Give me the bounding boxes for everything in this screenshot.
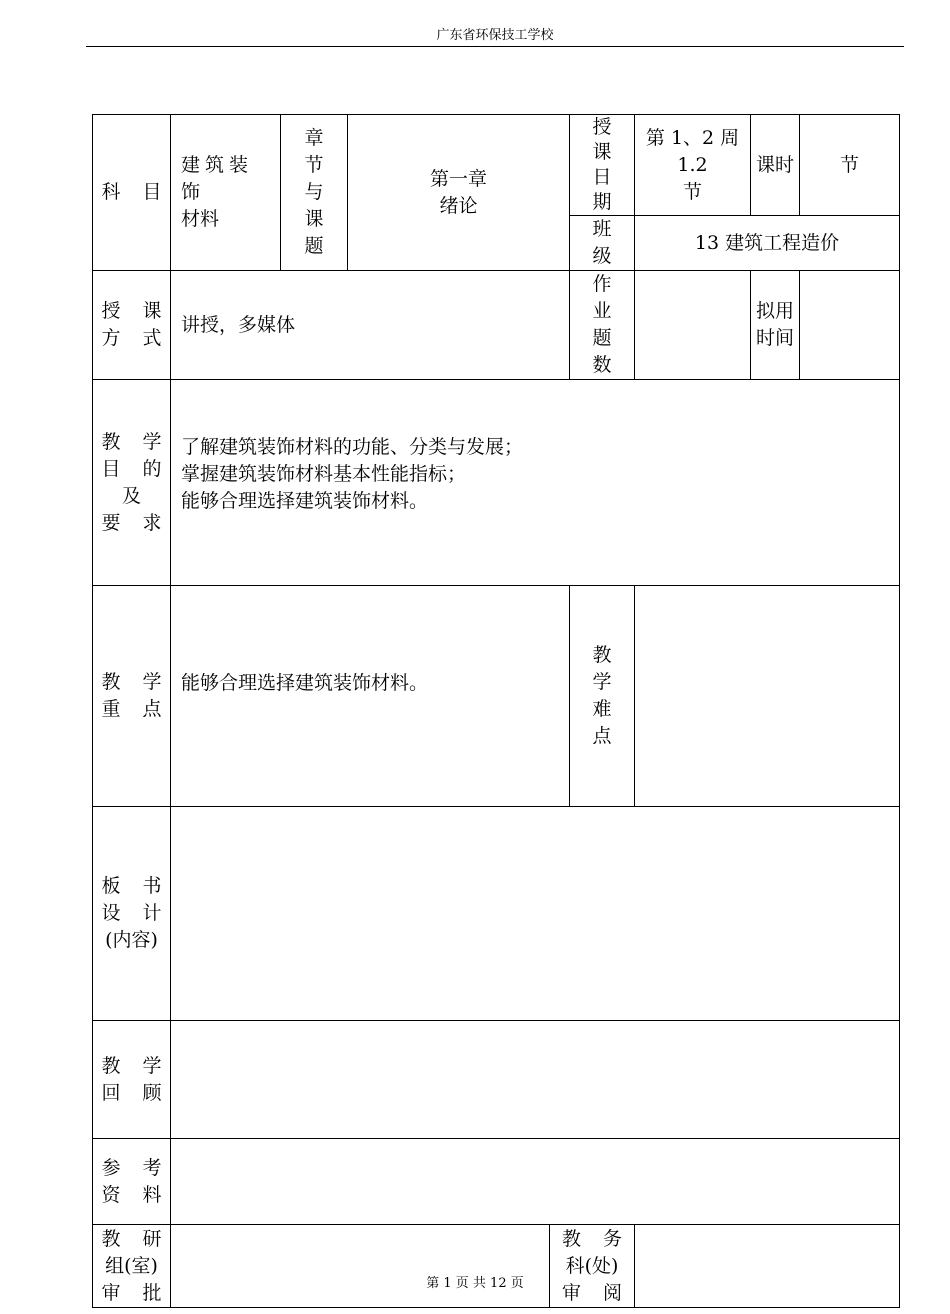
subject-label: 科 目 [93, 115, 171, 271]
hours-label: 课时 [751, 115, 800, 216]
subject-value: 建筑装饰 材料 [171, 115, 281, 271]
reference-label: 参 考 资 料 [93, 1139, 171, 1225]
class-label: 班 级 [570, 216, 635, 271]
planned-time-label: 拟用 时间 [751, 271, 800, 380]
key-points-value: 能够合理选择建筑装饰材料。 [171, 586, 570, 807]
planned-time-value [800, 271, 900, 380]
board-label: 板 书 设 计 (内容) [93, 807, 171, 1021]
method-value: 讲授，多媒体 [171, 271, 570, 380]
key-points-label: 教 学 重 点 [93, 586, 171, 807]
date-value: 第 1、2 周 1.2 节 [635, 115, 751, 216]
difficulties-value [635, 586, 900, 807]
review-value [171, 1021, 900, 1139]
reference-value [171, 1139, 900, 1225]
homework-label: 作 业 题 数 [570, 271, 635, 380]
review-label: 教 学 回 顾 [93, 1021, 171, 1139]
homework-value [635, 271, 751, 380]
chapter-label: 章 节 与 课 题 [281, 115, 348, 271]
page-header-school: 广东省环保技工学校 [436, 28, 554, 43]
hours-value: 节 [800, 115, 900, 216]
method-label: 授 课 方 式 [93, 271, 171, 380]
date-label: 授 课 日 期 [570, 115, 635, 216]
lesson-plan-table [92, 114, 900, 1308]
board-value [171, 807, 900, 1021]
page-number: 第 1 页 共 12 页 [426, 1276, 524, 1291]
office-review-label: 教 务 科(处) 审 阅 [550, 1225, 635, 1308]
chapter-value: 第一章 绪论 [348, 115, 570, 271]
class-value: 13 建筑工程造价 [635, 216, 900, 271]
goals-label: 教 学 目 的 及 要 求 [93, 380, 171, 586]
header-rule [86, 46, 904, 47]
goals-value: 了解建筑装饰材料的功能、分类与发展； 掌握建筑装饰材料基本性能指标； 能够合理选择建筑装饰材料。 [171, 380, 900, 586]
dept-approval-value [171, 1225, 550, 1308]
difficulties-label: 教 学 难 点 [570, 586, 635, 807]
office-review-value [635, 1225, 900, 1308]
dept-approval-label: 教 研 组(室) 审 批 [93, 1225, 171, 1308]
